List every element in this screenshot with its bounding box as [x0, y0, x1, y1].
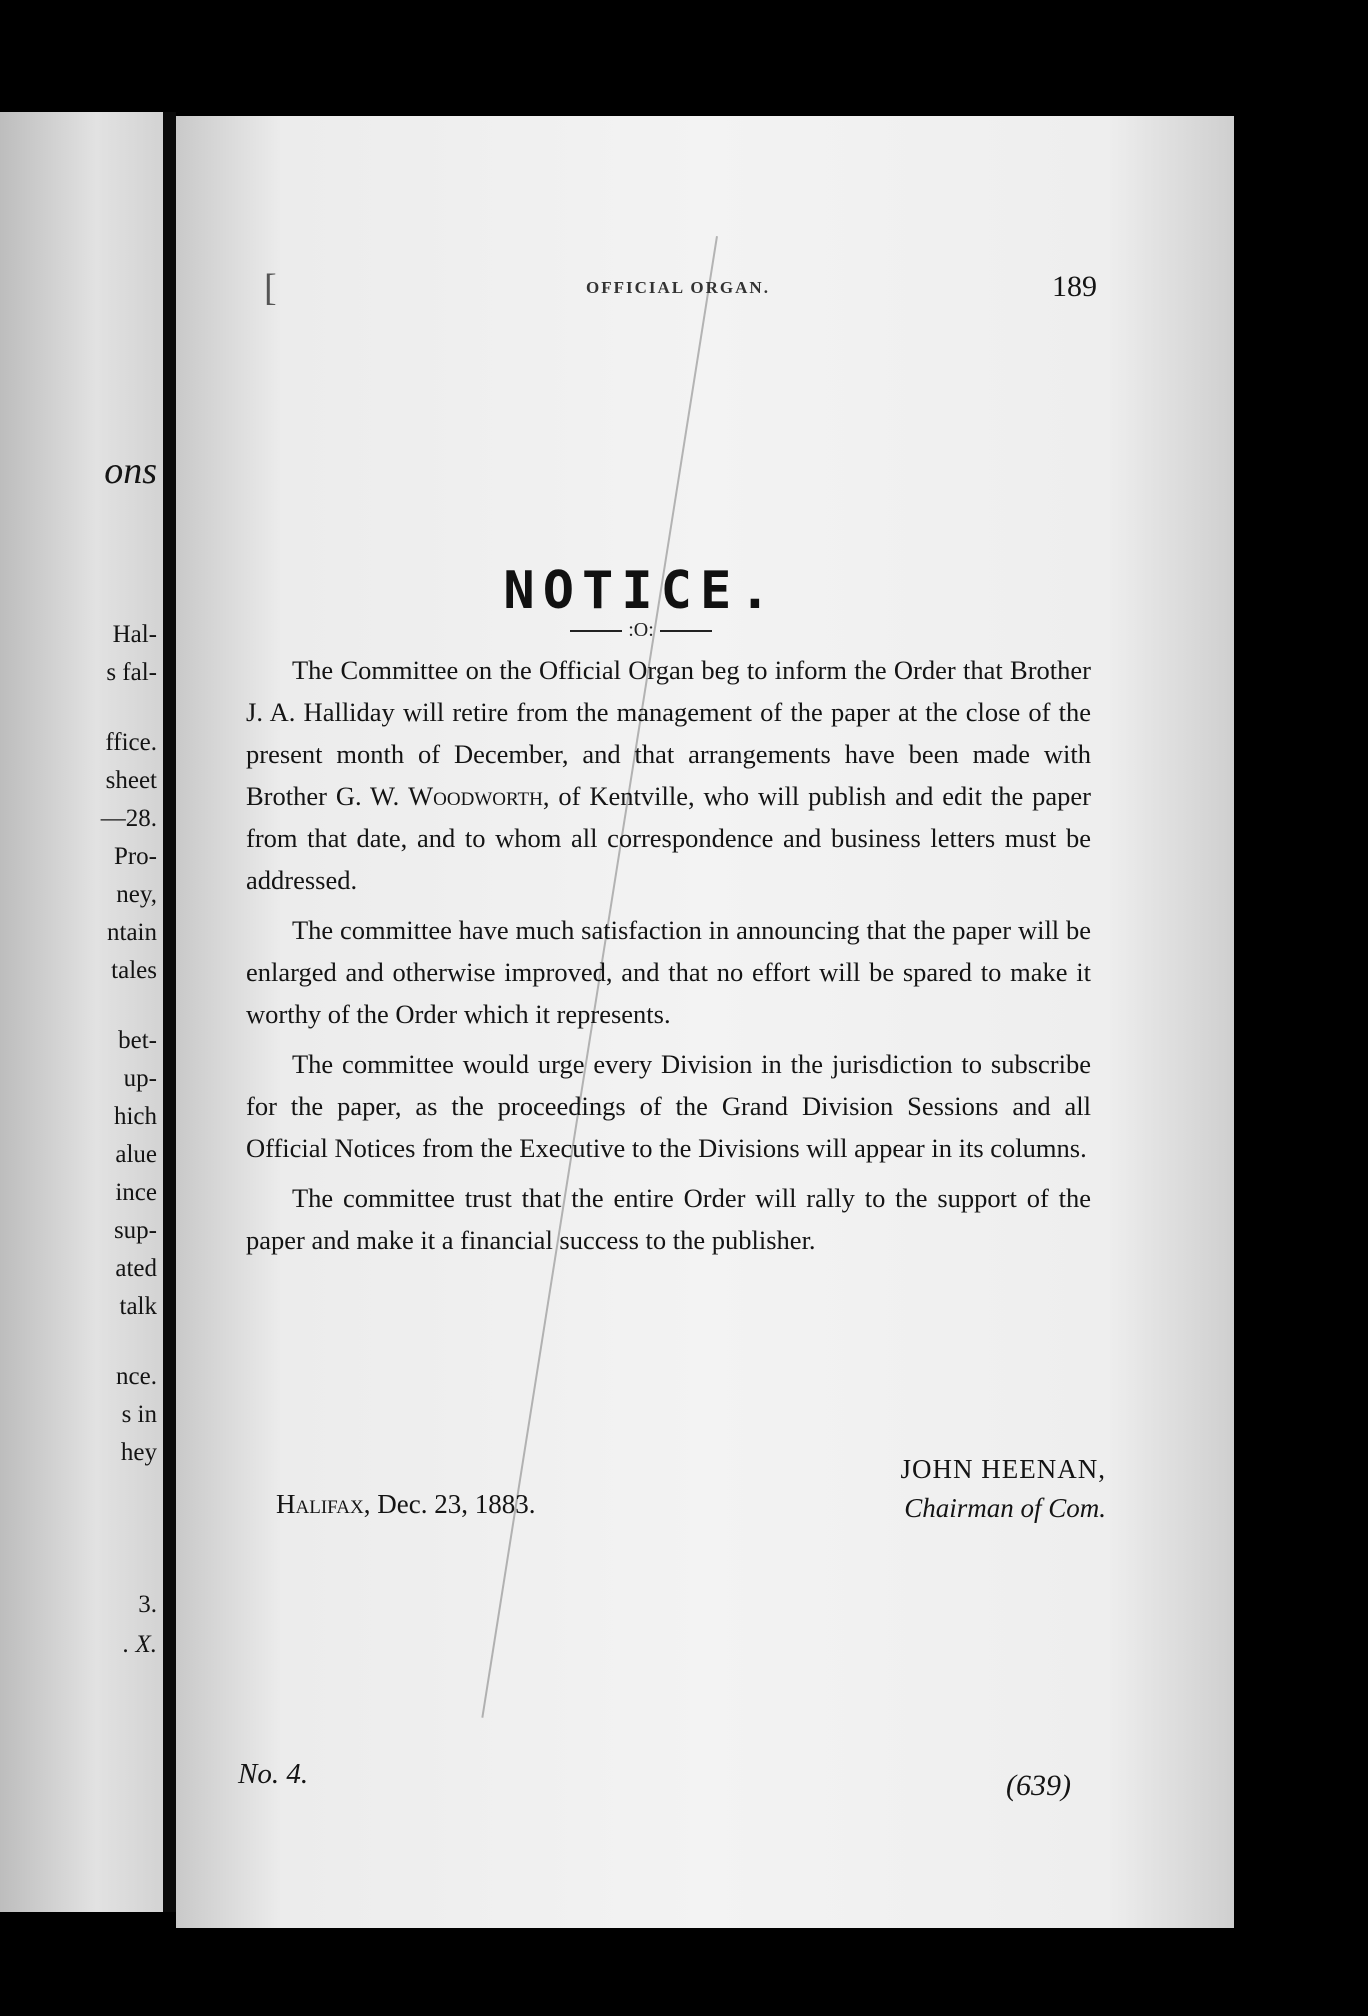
running-head — [176, 266, 1234, 309]
facing-page-text: tales — [111, 957, 157, 984]
facing-page-text: hich — [113, 1103, 157, 1130]
scanned-page — [176, 116, 1234, 1928]
ornament-rule-left — [570, 630, 622, 632]
page-number: 189 — [1052, 270, 1097, 303]
notice-title: NOTICE. — [503, 561, 779, 621]
facing-page-text: ntain — [107, 919, 157, 946]
notice-paragraph — [246, 649, 1091, 901]
ornament-rule-right — [660, 630, 712, 632]
facing-page-text: ons — [104, 450, 157, 492]
facing-page-text: ffice. — [105, 729, 157, 756]
facing-page-text: ney, — [116, 881, 157, 908]
signer-name: JOHN HEENAN, — [900, 1454, 1106, 1484]
place: Halifax — [276, 1489, 364, 1519]
signer-role: Chairman of Com. — [904, 1493, 1106, 1523]
collection-page-number: (639) — [1006, 1769, 1071, 1802]
notice-body — [246, 649, 1091, 1269]
header-bracket: [ — [264, 267, 277, 309]
title-ornament — [176, 619, 1106, 642]
paragraph-text: The Committee on the Official Organ beg to inform the Order that Brother J. A. Halliday will retire from the management of the paper at the close of the present month of December, and that arrangements have been made with Brother G. W. — [246, 655, 1091, 811]
facing-page-text: 3. — [138, 1591, 157, 1618]
facing-page-text: s fal- — [106, 659, 157, 686]
notice-paragraph: The committee trust that the entire Order will rally to the support of the paper and make it a financial success to the publisher. — [246, 1183, 1091, 1255]
facing-page-text: alue — [115, 1141, 157, 1168]
notice-paragraph: The committee have much satisfaction in announcing that the paper will be enlarged and otherwise improved, and that no effort will be spared to make it worthy of the Order which it represents. — [246, 915, 1091, 1029]
facing-page-text: sheet — [105, 767, 157, 794]
facing-page-text: sup- — [113, 1217, 157, 1244]
notice-paragraph: The committee would urge every Division in the jurisdiction to subscribe for the paper, as the proceedings of the Grand Division Sessions and all Official Notices from the Executive to the Divisions will appear in its columns. — [246, 1049, 1091, 1163]
facing-page-text: Pro- — [113, 843, 157, 870]
facing-page-text: . X. — [122, 1631, 157, 1658]
date: , Dec. 23, 1883. — [363, 1489, 536, 1519]
issue-number: No. 4. — [238, 1758, 309, 1790]
facing-page-fragment — [0, 112, 175, 1912]
facing-page-text: nce. — [116, 1363, 157, 1390]
facing-page-text: s in — [121, 1401, 157, 1428]
facing-page-text: Hal- — [112, 621, 157, 648]
facing-page-text: talk — [119, 1293, 157, 1320]
book-gutter — [163, 112, 176, 1912]
facing-page-text: bet- — [118, 1027, 157, 1054]
facing-page-text: ated — [115, 1255, 157, 1282]
facing-page-text: —28. — [100, 805, 157, 832]
paragraph-text: , of Kentville, who will publish and edit the paper from that date, and to whom all correspondence and business letters must be addressed. — [246, 781, 1092, 895]
facing-page-text: hey — [120, 1439, 157, 1466]
facing-page-text: up- — [123, 1065, 157, 1092]
ornament-mark: :O: — [628, 619, 654, 641]
running-head-title: OFFICIAL ORGAN. — [586, 278, 770, 297]
signature-block — [776, 1454, 1106, 1524]
place-date — [276, 1489, 535, 1520]
woodworth-name: Woodworth — [408, 781, 543, 811]
facing-page-text: ince — [115, 1179, 157, 1206]
